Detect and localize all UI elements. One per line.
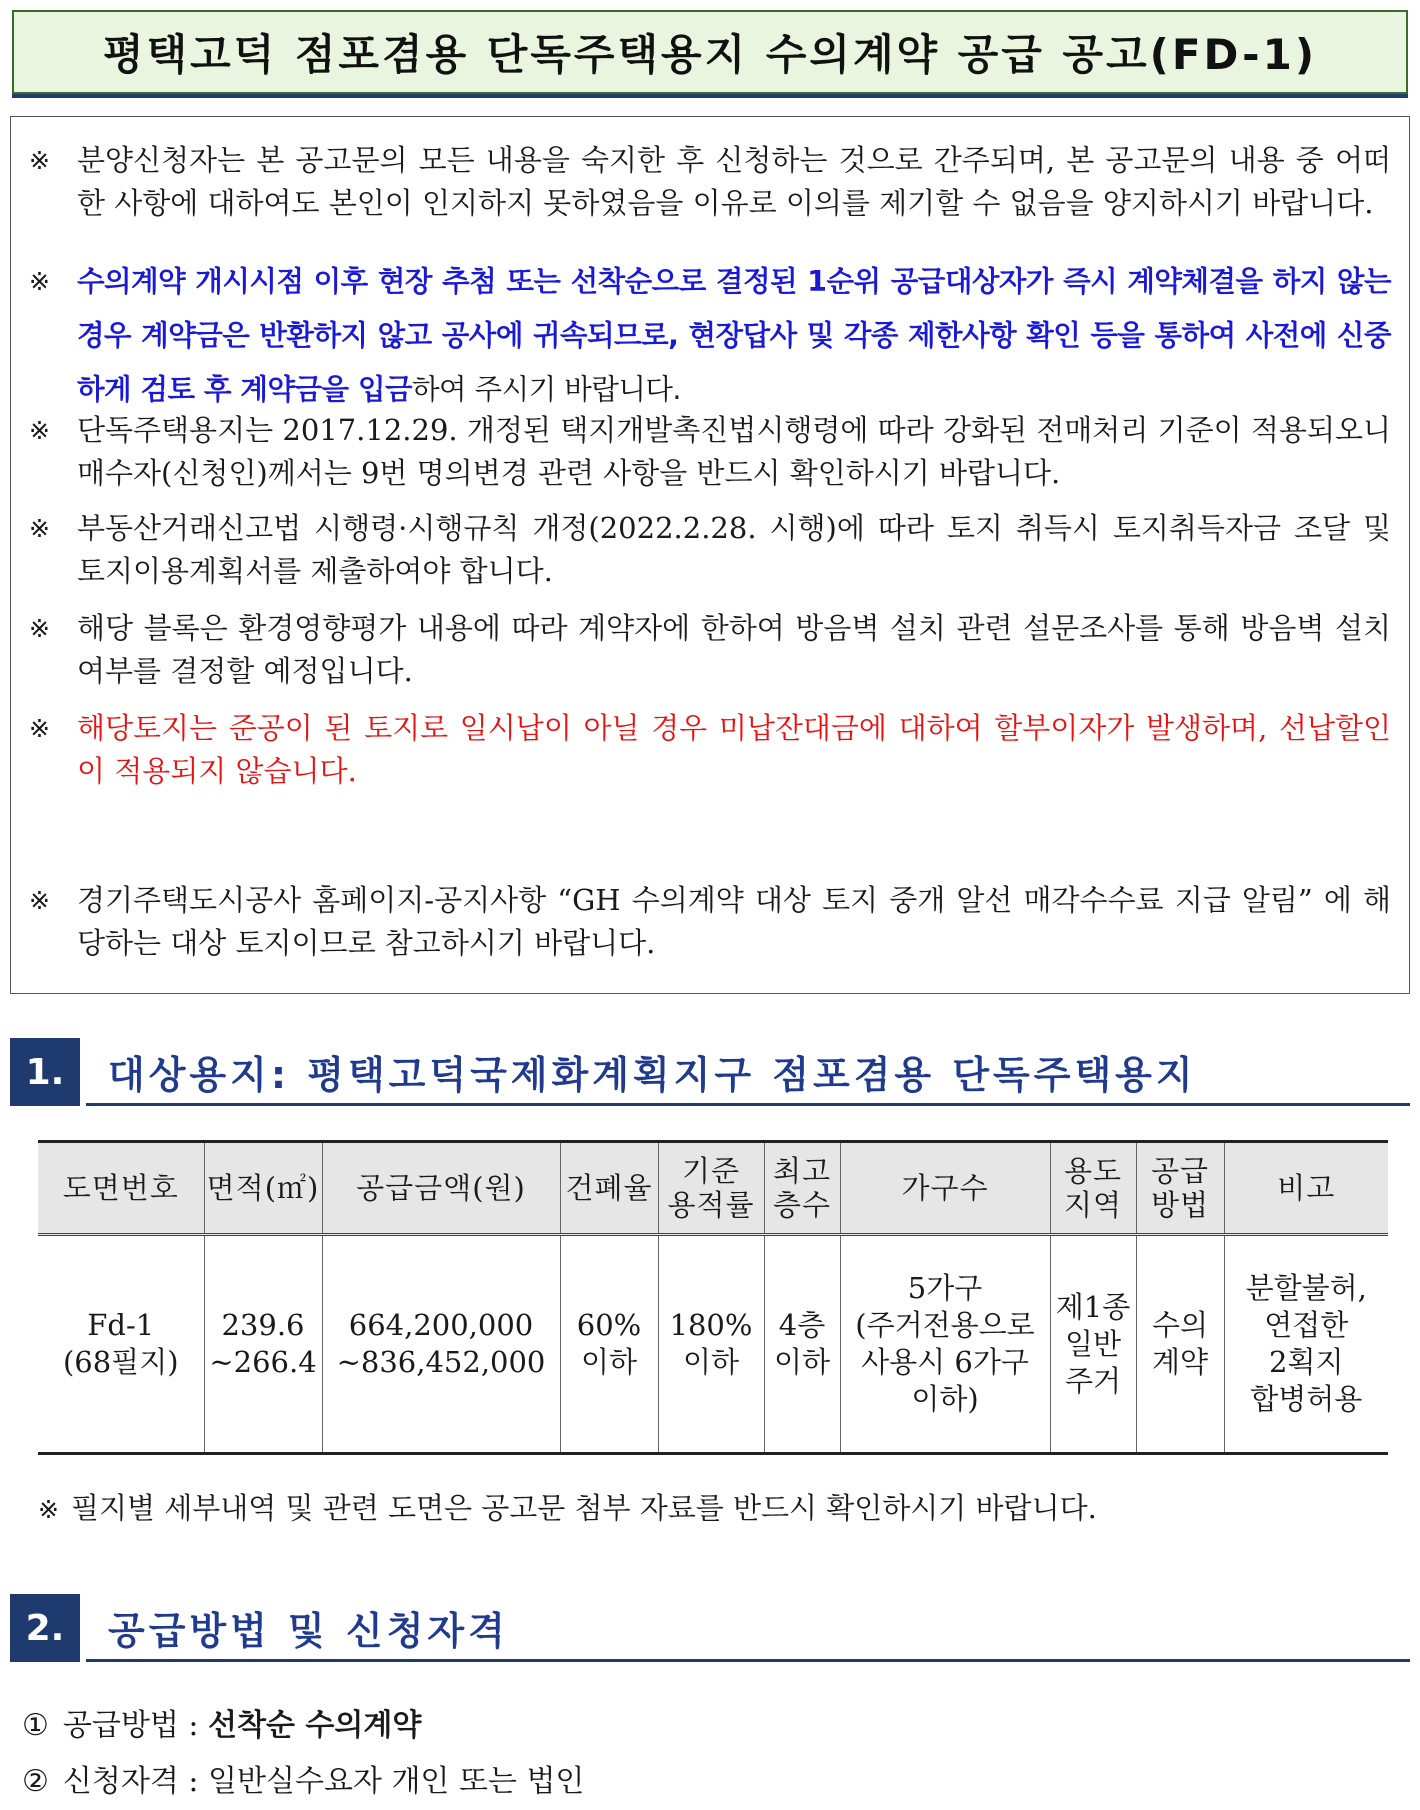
list-item-supply-method: [22, 1700, 421, 1744]
land-supply-table: [38, 1140, 1388, 1455]
notice-box: [10, 116, 1410, 994]
table-cell: 4층 이하: [764, 1235, 840, 1454]
column-header: 최고 층수: [764, 1142, 840, 1235]
column-header: 용도 지역: [1050, 1142, 1136, 1235]
table-cell: 60% 이하: [560, 1235, 658, 1454]
notice-text-warning: 해당토지는 준공이 된 토지로 일시납이 아닐 경우 미납잔대금에 대하여 할부이자가 발생하며, 선납할인이 적용되지 않습니다.: [77, 711, 1391, 788]
table-row: [38, 1235, 1388, 1454]
notice-text: [77, 255, 1391, 417]
section-number: 1.: [10, 1038, 80, 1106]
notice-text: 단독주택용지는 2017.12.29. 개정된 택지개발촉진법시행령에 따라 강화된 전매처리 기준이 적용되오니 매수자(신청인)께서는 9번 명의변경 관련 사항을 반드시 확인하시기 바랍니다.: [77, 413, 1391, 490]
item-label: 공급방법 :: [62, 1708, 199, 1743]
column-header: 비고: [1224, 1142, 1388, 1235]
item-value: 일반실수요자 개인 또는 법인: [208, 1764, 585, 1799]
section-title: 공급방법 및 신청자격: [108, 1609, 509, 1653]
section-rule: [86, 1103, 1410, 1106]
section-1-header: [10, 1038, 1410, 1106]
table-cell: 수의 계약: [1136, 1235, 1224, 1454]
table-cell: 5가구 (주거전용으로 사용시 6가구 이하): [840, 1235, 1050, 1454]
reference-mark: ※: [29, 267, 50, 296]
item-value: 선착순 수의계약: [208, 1708, 422, 1743]
section-rule: [86, 1659, 1410, 1662]
reference-mark: ※: [38, 1495, 59, 1524]
column-header: 건폐율: [560, 1142, 658, 1235]
table-note: [38, 1486, 1097, 1527]
document-title: 평택고덕 점포겸용 단독주택용지 수의계약 공급 공고(FD-1): [102, 30, 1318, 79]
section-number: 2.: [10, 1594, 80, 1662]
table-note-text: 필지별 세부내역 및 관련 도면은 공고문 첨부 자료를 반드시 확인하시기 바랍니다.: [70, 1491, 1097, 1525]
notice-text: 해당 블록은 환경영향평가 내용에 따라 계약자에 한하여 방음벽 설치 관련 설문조사를 통해 방음벽 설치여부를 결정할 예정입니다.: [77, 611, 1391, 688]
column-header: 기준 용적률: [658, 1142, 764, 1235]
reference-mark: ※: [29, 146, 50, 175]
item-label: 신청자격 :: [62, 1764, 199, 1799]
column-header: 공급 방법: [1136, 1142, 1224, 1235]
notice-text-rest: 하여 주시기 바랍니다.: [412, 373, 681, 406]
table-cell: 제1종 일반 주거: [1050, 1235, 1136, 1454]
reference-mark: ※: [29, 416, 50, 445]
list-item-eligibility: [22, 1756, 584, 1800]
table-cell: 분할불허, 연접한 2획지 합병허용: [1224, 1235, 1388, 1454]
notice-text: 부동산거래신고법 시행령·시행규칙 개정(2022.2.28. 시행)에 따라 토지 취득시 토지취득자금 조달 및 토지이용계획서를 제출하여야 합니다.: [77, 511, 1391, 588]
table-cell: 239.6 ~266.4: [204, 1235, 322, 1454]
notice-text: 경기주택도시공사 홈페이지-공지사항 “GH 수의계약 대상 토지 중개 알선 매각수수료 지급 알림” 에 해당하는 대상 토지이므로 참고하시기 바랍니다.: [77, 883, 1391, 960]
table-header-row: [38, 1142, 1388, 1235]
notice-highlight: 수의계약 개시시점 이후 현장 추첨 또는 선착순으로 결정된 1순위 공급대상자가 즉시 계약체결을 하지 않는 경우 계약금은 반환하지 않고 공사에 귀속되므로, 현장답사 및 각종 제한사항 확인 등을 통하여 사전에 신중하게 검토 후 계약금을 입금: [77, 265, 1391, 406]
column-header: 가구수: [840, 1142, 1050, 1235]
column-header: 도면번호: [38, 1142, 204, 1235]
column-header: 면적(㎡): [204, 1142, 322, 1235]
reference-mark: ※: [29, 886, 50, 915]
section-2-header: [10, 1594, 1410, 1662]
notice-text: 분양신청자는 본 공고문의 모든 내용을 숙지한 후 신청하는 것으로 간주되며, 본 공고문의 내용 중 어떠한 사항에 대하여도 본인이 인지하지 못하였음을 이유로 이의를 제기할 수 없음을 양지하시기 바랍니다.: [77, 143, 1391, 220]
column-header: 공급금액(원): [322, 1142, 560, 1235]
section-title: 대상용지: 평택고덕국제화계획지구 점포겸용 단독주택용지: [108, 1053, 1197, 1097]
table-cell: 664,200,000 ~836,452,000: [322, 1235, 560, 1454]
table-cell: Fd-1 (68필지): [38, 1235, 204, 1454]
document-title-box: [12, 10, 1408, 94]
reference-mark: ※: [29, 514, 50, 543]
item-number: ②: [22, 1764, 49, 1799]
reference-mark: ※: [29, 614, 50, 643]
reference-mark: ※: [29, 714, 50, 743]
table-cell: 180% 이하: [658, 1235, 764, 1454]
item-number: ①: [22, 1708, 49, 1743]
